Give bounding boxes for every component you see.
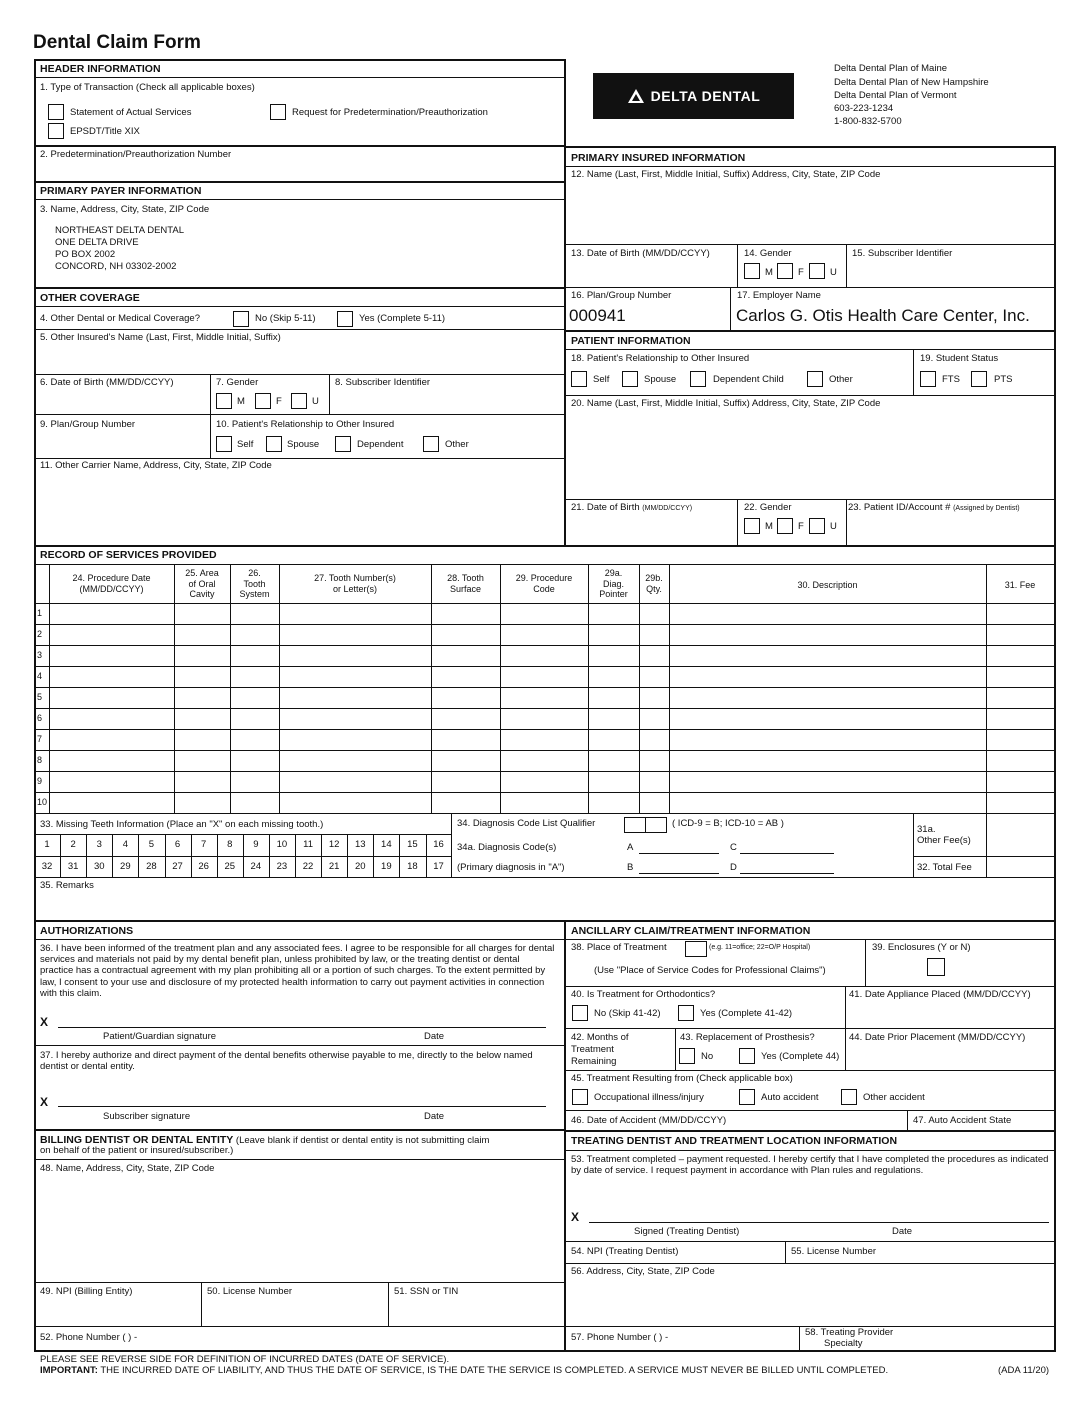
other-coverage-yes-checkbox[interactable] bbox=[337, 311, 353, 327]
plan-info-phone-1: 603-223-1234 bbox=[834, 103, 894, 114]
predetermination-label: Request for Predetermination/Preauthorization bbox=[292, 107, 488, 118]
other-gender-u-checkbox[interactable] bbox=[291, 393, 307, 409]
service-row-number: 6 bbox=[37, 713, 43, 723]
statement-actual-services-checkbox[interactable] bbox=[48, 104, 64, 120]
other-gender-f-label: F bbox=[276, 396, 282, 407]
field-55-label: 55. License Number bbox=[791, 1246, 877, 1257]
field-53-text: 53. Treatment completed – payment requested. I hereby certify that I have completed the procedures as indicated by date of service. I request payment in accordance with Plan rules and regulations. bbox=[571, 1154, 1049, 1177]
occupational-checkbox[interactable] bbox=[572, 1089, 588, 1105]
student-fts-checkbox[interactable] bbox=[920, 371, 936, 387]
field-45-label: 45. Treatment Resulting from (Check applicable box) bbox=[571, 1073, 793, 1084]
patient-gender-f-checkbox[interactable] bbox=[777, 518, 793, 534]
epsdt-checkbox[interactable] bbox=[48, 123, 64, 139]
section-patient-info: PATIENT INFORMATION bbox=[571, 335, 691, 347]
patient-rel-self-checkbox[interactable] bbox=[571, 371, 587, 387]
service-col-header-10: 31. Fee bbox=[1004, 580, 1036, 590]
other-rel-spouse-label: Spouse bbox=[287, 439, 320, 450]
field-57-label: 57. Phone Number ( ) - bbox=[571, 1332, 669, 1343]
section-authorizations: AUTHORIZATIONS bbox=[40, 925, 134, 937]
other-rel-dependent-label: Dependent bbox=[357, 439, 404, 450]
field-40-label: 40. Is Treatment for Orthodontics? bbox=[571, 989, 716, 1000]
subscriber-date-label: Date bbox=[424, 1111, 445, 1122]
tooth-20[interactable]: 20 bbox=[354, 861, 366, 872]
tooth-8[interactable]: 8 bbox=[227, 839, 233, 850]
service-row[interactable] bbox=[49, 625, 1054, 645]
field-41-label: 41. Date Appliance Placed (MM/DD/CCYY) bbox=[849, 989, 1031, 1000]
patient-gender-m-checkbox[interactable] bbox=[744, 518, 760, 534]
tooth-21[interactable]: 21 bbox=[328, 861, 340, 872]
field-19-label: 19. Student Status bbox=[920, 353, 999, 364]
tooth-31[interactable]: 31 bbox=[67, 861, 79, 872]
field-37-text: 37. I hereby authorize and direct payment of the dental benefits otherwise payable to me, directly to the below named dentist or dental entity. bbox=[40, 1050, 533, 1073]
service-row-number: 7 bbox=[37, 734, 43, 744]
field-38-sub: (e.g. 11=office; 22=O/P Hospital) bbox=[709, 944, 811, 951]
plan-info-1: Delta Dental Plan of Maine bbox=[834, 63, 948, 74]
service-row-number: 4 bbox=[37, 671, 43, 681]
plan-info-phone-2: 1-800-832-5700 bbox=[834, 116, 902, 127]
subscriber-sign-x: X bbox=[40, 1095, 49, 1109]
field-10-label: 10. Patient's Relationship to Other Insured bbox=[216, 419, 395, 430]
field-9-label: 9. Plan/Group Number bbox=[40, 419, 136, 430]
section-primary-insured: PRIMARY INSURED INFORMATION bbox=[571, 152, 746, 164]
diag-d-label: D bbox=[730, 862, 737, 873]
prosthesis-no-checkbox[interactable] bbox=[679, 1048, 695, 1064]
ortho-no-label: No (Skip 41-42) bbox=[594, 1008, 661, 1019]
tooth-2[interactable]: 2 bbox=[70, 839, 76, 850]
field-42-label-2: Treatment bbox=[571, 1044, 614, 1055]
service-row[interactable] bbox=[49, 646, 1054, 666]
patient-rel-dependent-label: Dependent Child bbox=[713, 374, 784, 385]
field-17-label: 17. Employer Name bbox=[737, 290, 821, 301]
patient-gender-m-label: M bbox=[765, 521, 773, 532]
insured-gender-f-label: F bbox=[798, 267, 804, 278]
service-row-number: 5 bbox=[37, 692, 43, 702]
field-54-label: 54. NPI (Treating Dentist) bbox=[571, 1246, 679, 1257]
service-row[interactable] bbox=[49, 772, 1054, 792]
section-primary-payer: PRIMARY PAYER INFORMATION bbox=[40, 185, 202, 197]
tooth-12[interactable]: 12 bbox=[328, 839, 340, 850]
other-accident-checkbox[interactable] bbox=[841, 1089, 857, 1105]
subscriber-signature-label: Subscriber signature bbox=[103, 1111, 191, 1122]
field-12-label: 12. Name (Last, First, Middle Initial, Suffix) Address, City, State, ZIP Code bbox=[571, 169, 881, 180]
place-of-treatment-box[interactable] bbox=[685, 941, 707, 957]
field-43-label: 43. Replacement of Prosthesis? bbox=[680, 1032, 815, 1043]
service-row[interactable] bbox=[49, 730, 1054, 750]
plan-info-3: Delta Dental Plan of Vermont bbox=[834, 90, 957, 101]
diagnosis-qualifier-box-2[interactable] bbox=[645, 817, 667, 833]
field-7-label: 7. Gender bbox=[216, 377, 259, 388]
field-58-label-2: Specialty bbox=[824, 1338, 863, 1349]
field-44-label: 44. Date Prior Placement (MM/DD/CCYY) bbox=[849, 1032, 1026, 1043]
field-16-label: 16. Plan/Group Number bbox=[571, 290, 672, 301]
plan-info-2: Delta Dental Plan of New Hampshire bbox=[834, 77, 989, 88]
diag-a-label: A bbox=[627, 842, 634, 853]
patient-date-label: Date bbox=[424, 1031, 445, 1042]
field-2-label: 2. Predetermination/Preauthorization Number bbox=[40, 149, 232, 160]
tooth-29[interactable]: 29 bbox=[120, 861, 131, 872]
field-34a-label: 34a. Diagnosis Code(s) bbox=[457, 842, 557, 853]
ortho-yes-checkbox[interactable] bbox=[678, 1005, 694, 1021]
delta-dental-logo: DELTA DENTAL bbox=[593, 73, 794, 119]
tooth-13[interactable]: 13 bbox=[354, 839, 366, 850]
field-38-label: 38. Place of Treatment bbox=[571, 942, 667, 953]
footer-line-2: IMPORTANT: THE INCURRED DATE OF LIABILITY, AND THUS THE DATE OF SERVICE, IS THE DATE THE SERVICE IS COMPLETED. A SERVICE MUST NEVER BE BILLED UNTIL COMPLETED. bbox=[40, 1365, 889, 1376]
patient-rel-other-checkbox[interactable] bbox=[807, 371, 823, 387]
epsdt-label: EPSDT/Title XIX bbox=[70, 126, 140, 137]
prosthesis-yes-checkbox[interactable] bbox=[739, 1048, 755, 1064]
insured-gender-m-label: M bbox=[765, 267, 773, 278]
service-row[interactable] bbox=[49, 667, 1054, 687]
field-5-label: 5. Other Insured's Name (Last, First, Middle Initial, Suffix) bbox=[40, 332, 281, 343]
field-1-label: 1. Type of Transaction (Check all applicable boxes) bbox=[40, 82, 255, 93]
field-22-label: 22. Gender bbox=[744, 502, 792, 513]
other-rel-self-checkbox[interactable] bbox=[216, 436, 232, 452]
service-row[interactable] bbox=[49, 751, 1054, 771]
patient-gender-u-label: U bbox=[830, 521, 837, 532]
field-51-label: 51. SSN or TIN bbox=[394, 1286, 459, 1297]
tooth-9[interactable]: 9 bbox=[253, 839, 259, 850]
tooth-5[interactable]: 5 bbox=[148, 839, 155, 850]
tooth-1[interactable]: 1 bbox=[44, 839, 50, 850]
field-58-label-1: 58. Treating Provider bbox=[805, 1327, 894, 1338]
service-row[interactable] bbox=[49, 604, 1054, 624]
section-record-services: RECORD OF SERVICES PROVIDED bbox=[40, 549, 217, 561]
enclosures-box[interactable] bbox=[927, 958, 945, 976]
diagnosis-qualifier-box-1[interactable] bbox=[624, 817, 646, 833]
insured-gender-u-checkbox[interactable] bbox=[809, 263, 825, 279]
insured-gender-m-checkbox[interactable] bbox=[744, 263, 760, 279]
section-billing: BILLING DENTIST OR DENTAL ENTITY (Leave blank if dentist or dental entity is not submitting claim bbox=[40, 1134, 490, 1146]
patient-gender-f-label: F bbox=[798, 521, 804, 532]
field-56-label: 56. Address, City, State, ZIP Code bbox=[571, 1266, 715, 1277]
section-treating-dentist: TREATING DENTIST AND TREATMENT LOCATION INFORMATION bbox=[571, 1135, 898, 1147]
other-gender-f-checkbox[interactable] bbox=[255, 393, 271, 409]
delta-triangle-icon bbox=[627, 88, 645, 104]
other-coverage-yes-label: Yes (Complete 5-11) bbox=[359, 313, 446, 324]
service-row-number: 2 bbox=[37, 629, 43, 639]
field-14-label: 14. Gender bbox=[744, 248, 792, 259]
ortho-yes-label: Yes (Complete 41-42) bbox=[700, 1008, 793, 1019]
treating-signature-line[interactable] bbox=[589, 1222, 1049, 1223]
patient-rel-spouse-label: Spouse bbox=[644, 374, 677, 385]
field-36-text: 36. I have been informed of the treatment plan and any associated fees. I agree to be responsible for all charges for dental services and materials not paid by my dental benefit plan, unless prohibited by law, or the treating dentist or dental practice has a contractual agreement with my plan prohibiting all or a portion of such charges. To the extent permitted by law, I consent to your use and disclosure of my protected health information to carry out payment activities in connection with this claim. bbox=[40, 943, 555, 999]
service-col-header-4: 27. Tooth Number(s) or Letter(s) bbox=[314, 573, 396, 594]
plan-group-number-value[interactable]: 000941 bbox=[569, 306, 626, 325]
tooth-22[interactable]: 22 bbox=[302, 861, 314, 872]
tooth-32[interactable]: 32 bbox=[41, 861, 53, 872]
other-rel-other-label: Other bbox=[445, 439, 469, 450]
other-rel-self-label: Self bbox=[237, 439, 254, 450]
predetermination-checkbox[interactable] bbox=[270, 104, 286, 120]
field-42-label-3: Remaining bbox=[571, 1056, 617, 1067]
field-4-label: 4. Other Dental or Medical Coverage? bbox=[40, 313, 200, 324]
other-gender-m-label: M bbox=[237, 396, 245, 407]
other-rel-other-checkbox[interactable] bbox=[423, 436, 439, 452]
patient-rel-dependent-checkbox[interactable] bbox=[690, 371, 706, 387]
service-row-number: 1 bbox=[37, 608, 43, 618]
field-13-label: 13. Date of Birth (MM/DD/CCYY) bbox=[571, 248, 710, 259]
student-pts-checkbox[interactable] bbox=[971, 371, 987, 387]
ortho-no-checkbox[interactable] bbox=[572, 1005, 588, 1021]
auto-accident-checkbox[interactable] bbox=[739, 1089, 755, 1105]
field-34-note: ( ICD-9 = B; ICD-10 = AB ) bbox=[672, 818, 784, 829]
section-ancillary: ANCILLARY CLAIM/TREATMENT INFORMATION bbox=[571, 925, 811, 937]
prosthesis-yes-label: Yes (Complete 44) bbox=[761, 1051, 840, 1062]
tooth-3[interactable]: 3 bbox=[96, 839, 102, 850]
field-21-label: 21. Date of Birth (MM/DD/CCYY) bbox=[571, 502, 693, 513]
student-fts-label: FTS bbox=[942, 374, 960, 385]
field-32-label: 32. Total Fee bbox=[917, 862, 972, 873]
field-18-label: 18. Patient's Relationship to Other Insured bbox=[571, 353, 750, 364]
statement-actual-services-label: Statement of Actual Services bbox=[70, 107, 192, 118]
patient-sign-x: X bbox=[40, 1015, 49, 1029]
field-8-label: 8. Subscriber Identifier bbox=[335, 377, 431, 388]
field-20-label: 20. Name (Last, First, Middle Initial, Suffix) Address, City, State, ZIP Code bbox=[571, 398, 881, 409]
field-34-label: 34. Diagnosis Code List Qualifier bbox=[457, 818, 596, 829]
tooth-14[interactable]: 14 bbox=[381, 839, 392, 850]
tooth-15[interactable]: 15 bbox=[407, 839, 418, 850]
service-col-header-2: 25. Area of Oral Cavity bbox=[185, 568, 219, 599]
footer-line-1: PLEASE SEE REVERSE SIDE FOR DEFINITION OF INCURRED DATES (DATE OF SERVICE). bbox=[40, 1354, 450, 1365]
section-other-coverage: OTHER COVERAGE bbox=[40, 292, 140, 304]
other-coverage-no-label: No (Skip 5-11) bbox=[255, 313, 316, 324]
prosthesis-no-label: No bbox=[701, 1051, 714, 1062]
field-31a-label: 31a. bbox=[917, 824, 936, 835]
field-34b-label: (Primary diagnosis in "A") bbox=[457, 862, 565, 873]
treating-sign-x: X bbox=[571, 1210, 580, 1224]
field-38-note: (Use "Place of Service Codes for Professional Claims") bbox=[594, 965, 826, 976]
patient-signature-line[interactable] bbox=[58, 1027, 546, 1028]
field-15-label: 15. Subscriber Identifier bbox=[852, 248, 953, 259]
patient-signature-label: Patient/Guardian signature bbox=[103, 1031, 217, 1042]
patient-gender-u-checkbox[interactable] bbox=[809, 518, 825, 534]
field-3-label: 3. Name, Address, City, State, ZIP Code bbox=[40, 204, 210, 215]
other-gender-u-label: U bbox=[312, 396, 319, 407]
field-39-label: 39. Enclosures (Y or N) bbox=[872, 942, 971, 953]
field-52-label: 52. Phone Number ( ) - bbox=[40, 1332, 138, 1343]
patient-rel-spouse-checkbox[interactable] bbox=[622, 371, 638, 387]
field-23-label: 23. Patient ID/Account # (Assigned by Dentist) bbox=[848, 502, 1020, 513]
service-row[interactable] bbox=[49, 688, 1054, 708]
service-col-header-7: 29a. Diag. Pointer bbox=[599, 568, 628, 599]
diag-b-label: B bbox=[627, 862, 634, 873]
tooth-10[interactable]: 10 bbox=[276, 839, 288, 850]
student-pts-label: PTS bbox=[994, 374, 1013, 385]
tooth-24[interactable]: 24 bbox=[250, 861, 262, 872]
tooth-17[interactable]: 17 bbox=[433, 861, 444, 872]
service-row[interactable] bbox=[49, 709, 1054, 729]
tooth-27[interactable]: 27 bbox=[172, 861, 183, 872]
field-11-label: 11. Other Carrier Name, Address, City, State, ZIP Code bbox=[40, 460, 272, 471]
subscriber-signature-line[interactable] bbox=[58, 1106, 546, 1107]
auto-accident-label: Auto accident bbox=[761, 1092, 819, 1103]
other-accident-label: Other accident bbox=[863, 1092, 925, 1103]
tooth-7[interactable]: 7 bbox=[200, 839, 207, 850]
tooth-28[interactable]: 28 bbox=[146, 861, 157, 872]
patient-rel-other-label: Other bbox=[829, 374, 853, 385]
patient-rel-self-label: Self bbox=[593, 374, 610, 385]
payer-address-line-3: PO BOX 2002 bbox=[55, 249, 116, 260]
field-6-label: 6. Date of Birth (MM/DD/CCYY) bbox=[40, 377, 174, 388]
billing-note-2: on behalf of the patient or insured/subscriber.) bbox=[40, 1145, 234, 1156]
service-row[interactable] bbox=[49, 793, 1054, 813]
tooth-25[interactable]: 25 bbox=[224, 861, 236, 872]
payer-address-line-1: NORTHEAST DELTA DENTAL bbox=[55, 225, 184, 236]
tooth-19[interactable]: 19 bbox=[381, 861, 392, 872]
footer-ada-version: (ADA 11/20) bbox=[998, 1365, 1050, 1376]
other-rel-spouse-checkbox[interactable] bbox=[266, 436, 282, 452]
tooth-18[interactable]: 18 bbox=[407, 861, 418, 872]
employer-name-value[interactable]: Carlos G. Otis Health Care Center, Inc. bbox=[736, 306, 1030, 325]
tooth-23[interactable]: 23 bbox=[276, 861, 288, 872]
field-48-label: 48. Name, Address, City, State, ZIP Code bbox=[40, 1163, 215, 1174]
field-42-label-1: 42. Months of bbox=[571, 1032, 629, 1043]
field-35-label: 35. Remarks bbox=[40, 880, 94, 891]
field-31a-label-2: Other Fee(s) bbox=[917, 835, 971, 846]
tooth-11[interactable]: 11 bbox=[303, 839, 313, 850]
field-33-label: 33. Missing Teeth Information (Place an "X" on each missing tooth.) bbox=[40, 819, 324, 830]
treating-signed-label: Signed (Treating Dentist) bbox=[634, 1226, 740, 1237]
service-col-header-5: 28. Tooth Surface bbox=[447, 573, 484, 594]
field-50-label: 50. License Number bbox=[207, 1286, 293, 1297]
service-row-number: 10 bbox=[37, 797, 48, 807]
tooth-26[interactable]: 26 bbox=[198, 861, 209, 872]
insured-gender-f-checkbox[interactable] bbox=[777, 263, 793, 279]
other-rel-dependent-checkbox[interactable] bbox=[335, 436, 351, 452]
other-coverage-no-checkbox[interactable] bbox=[233, 311, 249, 327]
service-row-number: 9 bbox=[37, 776, 43, 786]
service-col-header-1: 24. Procedure Date (MM/DD/CCYY) bbox=[72, 573, 151, 594]
insured-gender-u-label: U bbox=[830, 267, 837, 278]
tooth-30[interactable]: 30 bbox=[93, 861, 105, 872]
service-col-header-9: 30. Description bbox=[797, 580, 858, 590]
tooth-6[interactable]: 6 bbox=[174, 839, 181, 850]
service-col-header-3: 26. Tooth System bbox=[239, 568, 270, 599]
field-46-label: 46. Date of Accident (MM/DD/CCYY) bbox=[571, 1115, 727, 1126]
service-row-number: 8 bbox=[37, 755, 43, 765]
field-47-label: 47. Auto Accident State bbox=[913, 1115, 1012, 1126]
service-col-header-6: 29. Procedure Code bbox=[515, 573, 573, 594]
treating-date-label: Date bbox=[892, 1226, 913, 1237]
payer-address-line-2: ONE DELTA DRIVE bbox=[55, 237, 139, 248]
other-gender-m-checkbox[interactable] bbox=[216, 393, 232, 409]
form-title: Dental Claim Form bbox=[33, 32, 201, 53]
tooth-4[interactable]: 4 bbox=[122, 839, 128, 850]
section-header-info: HEADER INFORMATION bbox=[40, 63, 161, 75]
tooth-16[interactable]: 16 bbox=[433, 839, 444, 850]
diag-c-label: C bbox=[730, 842, 737, 853]
service-col-header-8: 29b. Qty. bbox=[645, 573, 663, 594]
payer-address-line-4: CONCORD, NH 03302-2002 bbox=[55, 261, 177, 272]
occupational-label: Occupational illness/injury bbox=[594, 1092, 704, 1103]
service-row-number: 3 bbox=[37, 650, 43, 660]
field-49-label: 49. NPI (Billing Entity) bbox=[40, 1286, 133, 1297]
